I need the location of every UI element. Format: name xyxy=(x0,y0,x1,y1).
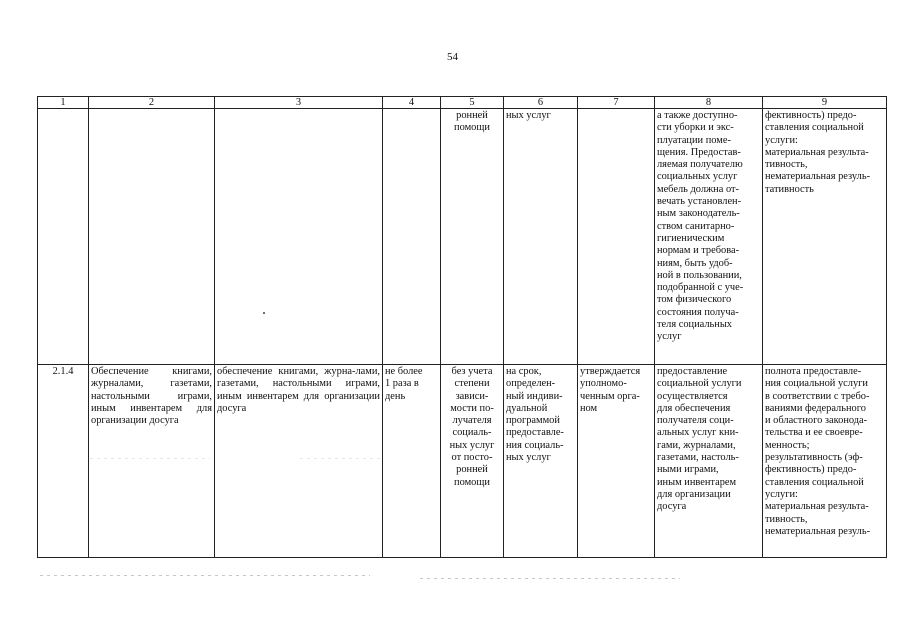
cell-number: 2.1.4 xyxy=(38,365,89,558)
scan-artifact xyxy=(420,578,680,579)
column-header-9: 9 xyxy=(763,97,887,109)
table-row xyxy=(38,109,887,365)
column-header-7: 7 xyxy=(578,97,655,109)
cell-frequency: не более 1 раза в день xyxy=(383,365,441,558)
scan-speck xyxy=(263,312,265,314)
cell-tariff xyxy=(578,109,655,365)
cell-conditions: а также доступно- сти уборки и экс- плуатации поме- щения. Предостав- ляемая получателю социальных услуг мебель должна от- вечать установлен- ным законодатель- ством санитарно- гигиеническим нормам и требова- ниям, быть удоб- ной в пользовании, подобранной с уче- том физического состояния получа- теля социальных услуг xyxy=(655,109,763,365)
cell-number xyxy=(38,109,89,365)
cell-tariff: утверждается уполномо- ченным орга- ном xyxy=(578,365,655,558)
column-header-1: 1 xyxy=(38,97,89,109)
scan-artifact xyxy=(90,458,210,459)
cell-description xyxy=(215,109,383,365)
cell-term: на срок, определен- ный индиви- дуальной программой предоставле- ния социаль- ных услуг xyxy=(504,365,578,558)
cell-quality: фективность) предо- ставления социальной услуги: материальная результа- тивность, нематериальная резуль- тативность xyxy=(763,109,887,365)
cell-service-name: Обеспечение книгами, журналами, газетами, настольными играми, иным инвентарем для организации досуга xyxy=(89,365,215,558)
table-header-row xyxy=(38,97,887,109)
cell-term: ных услуг xyxy=(504,109,578,365)
column-header-2: 2 xyxy=(89,97,215,109)
cell-dependency: без учета степени зависи- мости по- лучателя социаль- ных услуг от посто- ронней помощи xyxy=(441,365,504,558)
services-table xyxy=(37,96,887,558)
page-number: 54 xyxy=(447,51,458,63)
cell-conditions: предоставление социальной услуги осуществляется для обеспечения получателя соци- альных услуг кни- гами, журналами, газетами, настоль- ными играми, иным инвентарем для организации досуга xyxy=(655,365,763,558)
scan-artifact xyxy=(40,575,370,576)
column-header-3: 3 xyxy=(215,97,383,109)
column-header-4: 4 xyxy=(383,97,441,109)
scan-artifact xyxy=(300,458,380,459)
column-header-5: 5 xyxy=(441,97,504,109)
cell-description: обеспечение книгами, журна-лами, газетами, настольными играми, иным инвентарем для организации досуга xyxy=(215,365,383,558)
column-header-8: 8 xyxy=(655,97,763,109)
cell-service-name xyxy=(89,109,215,365)
column-header-6: 6 xyxy=(504,97,578,109)
table-row xyxy=(38,365,887,558)
cell-quality: полнота предоставле- ния социальной услуги в соответствии с требо- ваниями федерального и областного законода- тельства и ее своевре- менность; результативность (эф- фективность) предо- ставления социальной услуги: материальная результа- тивность, нематериальная резуль- xyxy=(763,365,887,558)
cell-frequency xyxy=(383,109,441,365)
cell-dependency: ронней помощи xyxy=(441,109,504,365)
